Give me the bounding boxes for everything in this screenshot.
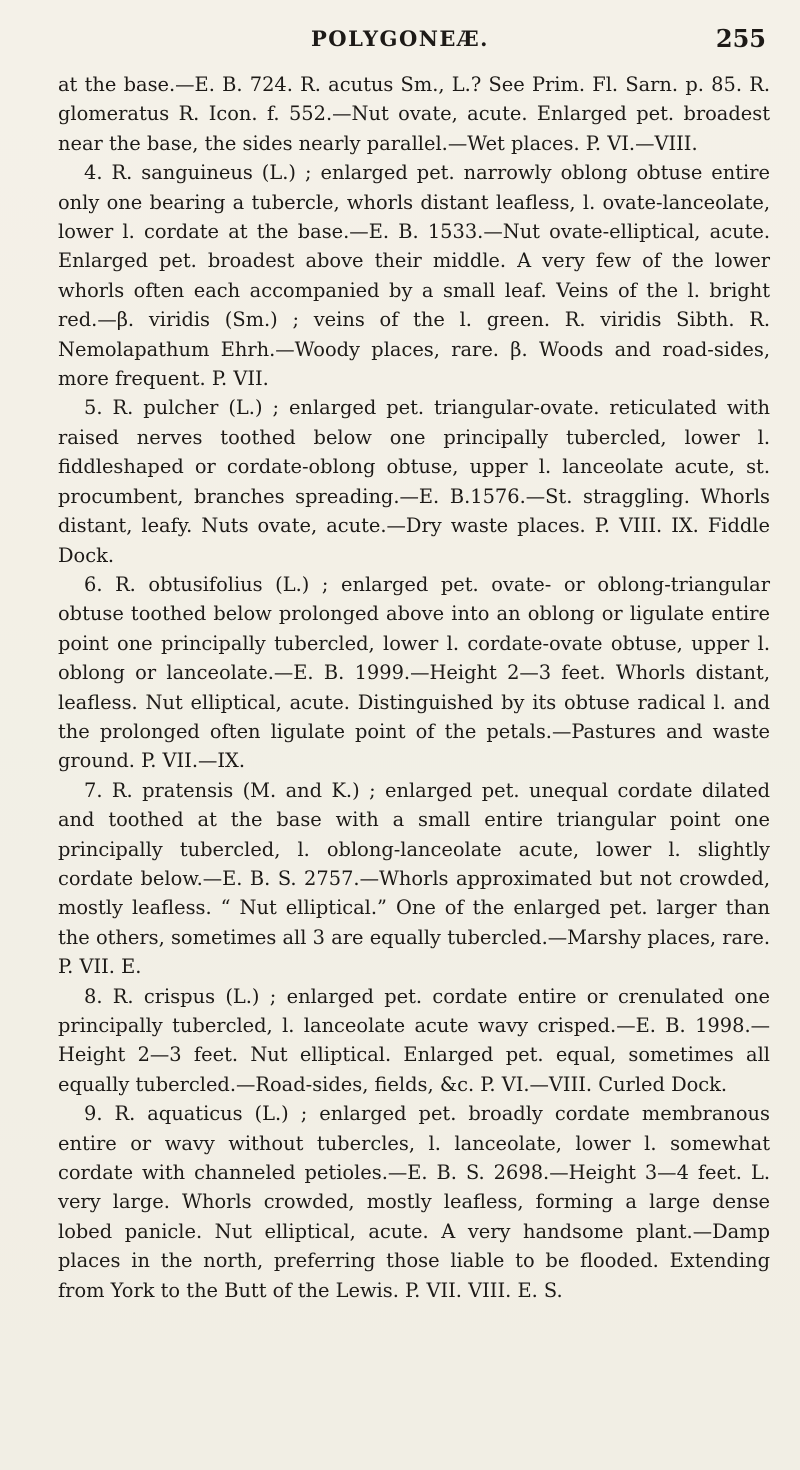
paragraph-continued: at the base.—E. B. 724. R. acutus Sm., L.? See Prim. Fl. Sarn. p. 85. R. glomeratus R. Icon. f. 552.—Nut ovate, acute. Enlarged pet. broadest near the base, the sides nearly parallel.—Wet places. P. VI.—VIII. xyxy=(58,73,770,155)
paragraph-rumex-obtusifolius: 6. R. obtusifolius (L.) ; enlarged pet. ovate- or oblong-triangular obtuse toothed below prolonged above into an oblong or ligulate entire point one principally tubercled, lower l. cordate-ovate obtuse, upper l. oblong or lanceolate.—E. B. 1999.—Height 2—3 feet. Whorls distant, leafless. Nut elliptical, acute. Distinguished by its obtuse radical l. and the prolonged often ligulate point of the petals.—Pastures and waste ground. P. VII.—IX. xyxy=(58,572,770,773)
running-head xyxy=(0,20,800,60)
paragraph-rumex-crispus: 8. R. crispus (L.) ; enlarged pet. cordate entire or crenulated one principally tubercled, l. lanceolate acute wavy crisped.—E. B. 1998.—Height 2—3 feet. Nut elliptical. Enlarged pet. equal, sometimes all equally tubercled.—Road-sides, fields, &c. P. VI.—VIII. Curled Dock. xyxy=(58,984,770,1096)
paragraph-rumex-pulcher: 5. R. pulcher (L.) ; enlarged pet. triangular-ovate. reticulated with raised nerves toothed below one principally tubercled, lower l. fiddleshaped or cordate-oblong obtuse, upper l. lanceolate acute, st. procumbent, branches spreading.—E. B.1576.—St. straggling. Whorls distant, leafy. Nuts ovate, acute.—Dry waste places. P. VIII. IX. Fiddle Dock. xyxy=(58,396,770,567)
page-number: 255 xyxy=(715,24,766,53)
paragraph-rumex-pratensis: 7. R. pratensis (M. and K.) ; enlarged pet. unequal cordate dilated and toothed at the base with a small entire triangular point one principally tubercled, l. oblong-lanceolate acute, lower l. slightly cordate below.—E. B. S. 2757.—Whorls approximated but not crowded, mostly leafless. “ Nut elliptical.” One of the enlarged pet. larger than the others, sometimes all 3 are equally tubercled.—Marshy places, rare. P. VII. E. xyxy=(58,778,770,979)
paragraph-rumex-aquaticus: 9. R. aquaticus (L.) ; enlarged pet. broadly cordate membranous entire or wavy without tubercles, l. lanceolate, lower l. somewhat cordate with channeled petioles.—E. B. S. 2698.—Height 3—4 feet. L. very large. Whorls crowded, mostly leafless, forming a large dense lobed panicle. Nut elliptical, acute. A very handsome plant.—Damp places in the north, preferring those liable to be flooded. Extending from York to the Butt of the Lewis. P. VII. VIII. E. S. xyxy=(58,1102,770,1302)
running-title: POLYGONEÆ. xyxy=(311,26,489,51)
text-block xyxy=(58,70,770,1305)
paragraph-rumex-sanguineus: 4. R. sanguineus (L.) ; enlarged pet. narrowly oblong obtuse entire only one bearing a tubercle, whorls distant leafless, l. ovate-lanceolate, lower l. cordate at the base.—E. B. 1533.—Nut ovate-elliptical, acute. Enlarged pet. broadest above their middle. A very few of the lower whorls often each accompanied by a small leaf. Veins of the l. bright red.—β. viridis (Sm.) ; veins of the l. green. R. viridis Sibth. R. Nemolapathum Ehrh.—Woody places, rare. β. Woods and road-sides, more frequent. P. VII. xyxy=(58,161,770,391)
